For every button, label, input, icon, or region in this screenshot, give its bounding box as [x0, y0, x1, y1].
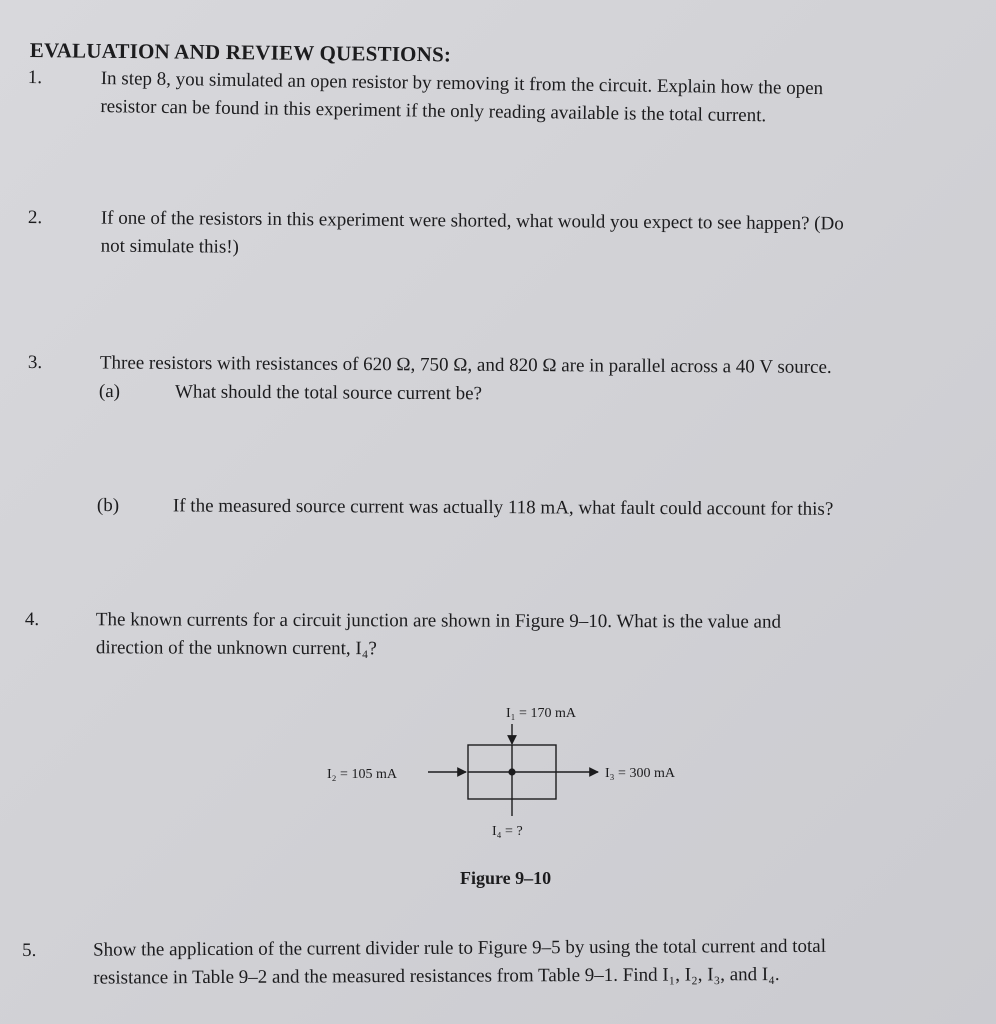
question-number: 5. [22, 939, 37, 961]
i2-label: I₂ = 105 mA [327, 767, 397, 782]
subquestion-label: (b) [96, 494, 120, 517]
question-line: resistor can be found in this experiment if the only reading available is the total current. [100, 96, 767, 127]
question-text [93, 933, 826, 993]
i3-label: I₃ = 300 mA [605, 766, 675, 781]
question-text [100, 349, 832, 381]
question-line: In step 8, you simulated an open resistor by removing it from the circuit. Explain how the open [100, 68, 824, 100]
question-number: 2. [27, 206, 43, 229]
question-text [100, 65, 823, 131]
question-number: 4. [24, 609, 40, 631]
subquestion-label: (a) [98, 380, 121, 403]
subquestion-text: If the measured source current was actually 118 mA, what fault could account for this? [172, 495, 834, 520]
figure-9-10 [300, 700, 730, 900]
i4-label: I₄ = ? [492, 824, 523, 839]
junction-node [508, 768, 515, 775]
question-number: 1. [27, 66, 43, 89]
figure-caption: Figure 9–10 [460, 868, 552, 888]
question-line: The known currents for a circuit junction are shown in Figure 9–10. What is the value and [95, 609, 782, 633]
question-line: Three resistors with resistances of 620 Ω, 750 Ω, and 820 Ω are in parallel across a 40 V source. [99, 352, 832, 378]
question-line: not simulate this!) [100, 235, 240, 258]
subquestion-text: What should the total source current be? [174, 381, 483, 405]
question-line: Show the application of the current divider rule to Figure 9–5 by using the total current and total [93, 935, 827, 961]
i1-label: I₁ = 170 mA [506, 706, 576, 721]
question-line: direction of the unknown current, I₄? [95, 637, 377, 660]
question-text [101, 205, 844, 267]
question-line: If one of the resistors in this experiment were shorted, what would you expect to see happen? (Do [100, 207, 844, 235]
section-heading: EVALUATION AND REVIEW QUESTIONS: [29, 38, 452, 67]
question-number: 3. [27, 351, 43, 374]
question-text [96, 606, 781, 664]
question-line: resistance in Table 9–2 and the measured resistances from Table 9–1. Find I₁, I₂, I₃, and I₄. [93, 964, 780, 989]
